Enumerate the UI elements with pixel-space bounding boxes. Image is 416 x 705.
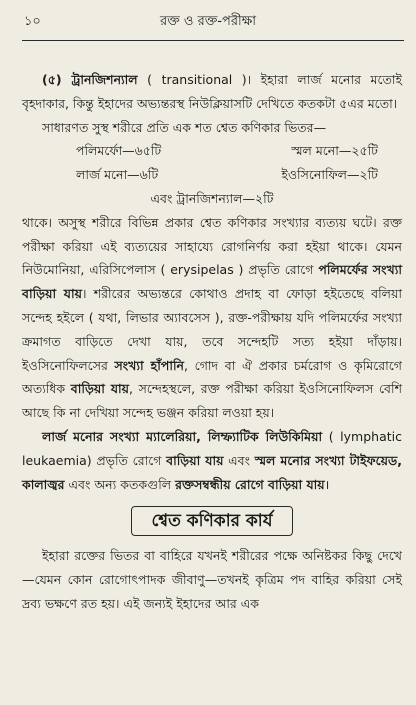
transitional-label: (৫) ট্রানজিশন্যাল <box>42 72 138 87</box>
count-transitional: এবং ট্রানজিশন্যাল—২টি <box>150 190 274 206</box>
large-mono-text-1: ( lymphatic leukaemia) প্রভৃতি রোগে <box>22 428 402 468</box>
large-mono-text-2: এবং <box>223 452 251 468</box>
header-rule <box>22 40 404 41</box>
running-title: রক্ত ও রক্ত-পরীক্ষা <box>159 14 257 29</box>
count-small-mono: স্মল মনো—২৫টি <box>291 143 378 159</box>
page-number: ১০ <box>24 14 41 29</box>
running-header <box>0 10 416 34</box>
variation-bold-2: সংখ্যা হাঁপানি <box>114 357 185 373</box>
section-heading: শ্বেত কণিকার কার্য <box>131 506 293 536</box>
count-row-2 <box>22 163 402 187</box>
large-mono-bold-2: বাড়িয়া যায় <box>166 452 224 468</box>
large-mono-bold-1: লার্জ মনোর সংখ্যা ম্যালেরিয়া, লিম্ফ্যাটিক লিউকিমিয়া <box>42 428 323 444</box>
variation-text-3: , গোদ বা ঐ প্রকার চর্মরোগ ও কৃমিরোগে অত্যধিক <box>22 357 402 397</box>
large-mono-bold-4: রক্তসম্বন্ধীয় রোগে বাড়িয়া যায় <box>175 476 325 492</box>
count-polymorph: পলিমর্ফো—৬৫টি <box>76 143 162 159</box>
variation-text-2: । শরীরের অভ্যন্তরে কোথাও প্রদাহ বা ফোড়া হইতেছে বলিয়া সন্দেহ হইলে ( যথা, লিভার অ্যাবসেস ), রক্ত-পরীক্ষায় যদি পলিমর্ফের সংখ্যা ক্রমাগত বাড়িতে দেখা যায়, তবে সন্দেহটি সত্য হইয়া দাঁড়ায়। ইওসিনোফিলসের <box>22 286 402 373</box>
page-body <box>22 68 402 616</box>
count-large-mono: লার্জ মনো—৬টি <box>76 167 159 183</box>
paragraph-variation <box>22 211 402 425</box>
count-row-1 <box>22 139 402 163</box>
variation-bold-3: বাড়িয়া যায় <box>70 381 130 397</box>
paragraph-large-mono <box>22 425 402 496</box>
large-mono-text-3: এবং অন্য কতকগুলি <box>64 476 172 492</box>
variation-text-1: থাকে। অসুস্থ শরীরে বিভিন্ন প্রকার শ্বেত কণিকার সংখ্যার ব্যত্যয় ঘটে। রক্ত পরীক্ষা করিয়া এই ব্যত্যয়ের সাহায্যে রোগনির্ণয় করা হইয়া থাকে। যেমন নিউমোনিয়া, এরিসিপেলাস ( erysipelas ) প্রভৃতি রোগে <box>22 214 402 278</box>
paragraph-transitional <box>22 68 402 116</box>
count-eosinophil: ইওসিনোফিল—২টি <box>281 167 378 183</box>
transitional-term: ( transitional ) <box>147 72 247 87</box>
large-mono-bold-3: স্মল মনোর সংখ্যা টাইফয়েড, কালাজ্বর <box>22 452 402 492</box>
variation-bold-1: পলিমর্ফের সংখ্যা বাড়িয়া যায় <box>22 262 402 302</box>
paragraph-function: ইহারা রক্তের ভিতর বা বাহিরে যখনই শরীরের পক্ষে অনিষ্টকর কিছু দেখে—যেমন কোন রোগোৎপাদক জীবাণু—তখনই কৃত্রিম পদ বাহির করিয়া সেই দ্রব্য ভক্ষণে রত হয়। এই জন্যই ইহাদের আর এক <box>22 548 402 611</box>
paragraph-normal-count: সাধারণত সুস্থ শরীরে প্রতি এক শত শ্বেত কণিকার ভিতর— <box>42 119 327 135</box>
large-mono-text-4: । <box>324 476 330 492</box>
transitional-text: । ইহারা লার্জ মনোর মতোই বৃহদাকার, কিন্তু ইহাদের অভ্যন্তরস্থ নিউক্লিয়াসটি দেখিতে কতকটা ৫এর মতো। <box>22 72 403 111</box>
variation-text-4: , সন্দেহস্থলে, রক্ত পরীক্ষা করিয়া ইওসিনোফিলস বেশি আছে কি না দেখিয়া সন্দেহ ভঞ্জন করিয়া লওয়া হয়। <box>22 381 402 421</box>
